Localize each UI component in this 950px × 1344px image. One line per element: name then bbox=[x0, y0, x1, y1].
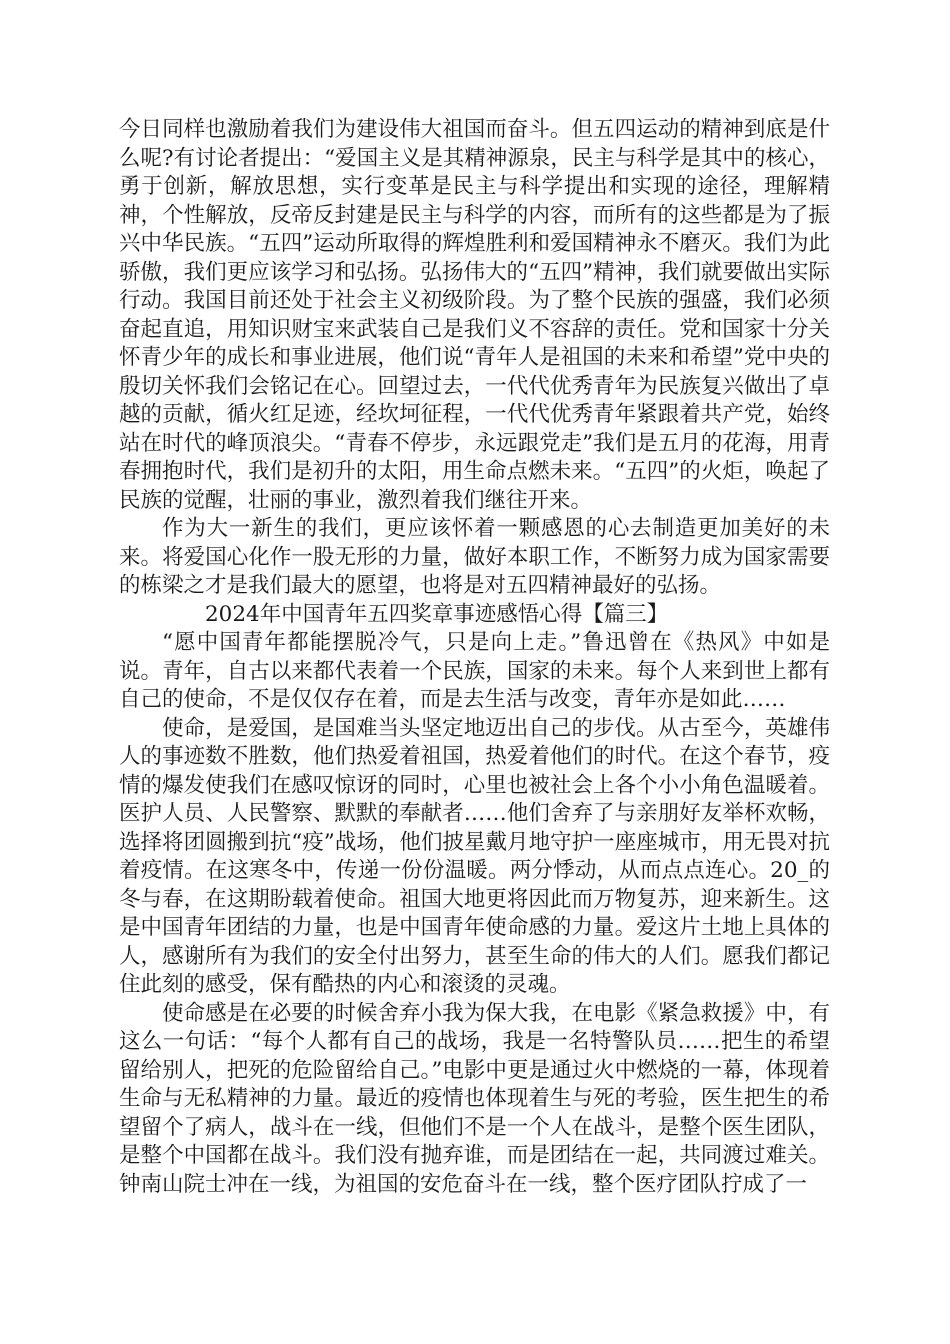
paragraph-freshman-reflection: 作为大一新生的我们，更应该怀着一颗感恩的心去制造更加美好的未来。将爱国心化作一股无形的力量，做好本职工作，不断努力成为国家需要的栋梁之才是我们最大的愿望，也将是对五四精神最好的弘扬。 bbox=[119, 516, 830, 598]
document-page bbox=[119, 116, 830, 1199]
section-heading-part-three: 2024年中国青年五四奖章事迹感悟心得【篇三】 bbox=[205, 601, 669, 627]
paragraph-mission-patriotism: 使命，是爱国，是国难当头坚定地迈出自己的步伐。从古至今，英雄伟人的事迹数不胜数，他们热爱着祖国，热爱着他们的时代。在这个春节，疫情的爆发使我们在感叹惊讶的同时，心里也被社会上各个小小角色温暖着。医护人员、人民警察、默默的奉献者……他们舍弃了与亲朋好友举杯欢畅，选择将团圆搬到抗“疫”战场，他们披星戴月地守护一座座城市，用无畏对抗着疫情。在这寒冬中，传递一份份温暖。两分悸动，从而点点连心。20_的冬与春，在这期盼载着使命。祖国大地更将因此而万物复苏，迎来新生。这是中国青年团结的力量，也是中国青年使命感的力量。爱这片土地上具体的人，感谢所有为我们的安全付出努力，甚至生命的伟大的人们。愿我们都记住此刻的感受，保有酷热的内心和滚烫的灵魂。 bbox=[119, 715, 830, 997]
paragraph-lu-xun-quote: “愿中国青年都能摆脱冷气，只是向上走。”鲁迅曾在《热风》中如是说。青年，自古以来都代表着一个民族，国家的未来。每个人来到世上都有自己的使命，不是仅仅存在着，而是去生活与改变，青年亦是如此…… bbox=[119, 630, 830, 712]
paragraph-five-four-spirit: 今日同样也激励着我们为建设伟大祖国而奋斗。但五四运动的精神到底是什么呢?有讨论者提出：“爱国主义是其精神源泉，民主与科学是其中的核心，勇于创新，解放思想，实行变革是民主与科学提出和实现的途径，理解精神，个性解放，反帝反封建是民主与科学的内容，而所有的这些都是为了振兴中华民族。“五四”运动所取得的辉煌胜利和爱国精神永不磨灭。我们为此骄傲，我们更应该学习和弘扬。弘扬伟大的“五四”精神，我们就要做出实际行动。我国目前还处于社会主义初级阶段。为了整个民族的强盛，我们必须奋起直追，用知识财宝来武装自己是我们义不容辞的责任。党和国家十分关怀青少年的成长和事业进展，他们说“青年人是祖国的未来和希望”党中央的殷切关怀我们会铭记在心。回望过去，一代代优秀青年为民族复兴做出了卓越的贡献，循火红足迹，经坎坷征程，一代代优秀青年紧跟着共产党，始终站在时代的峰顶浪尖。“青春不停步，永远跟党走”我们是五月的花海，用青春拥抱时代，我们是初升的太阳，用生命点燃未来。“五四”的火炬，唤起了民族的觉醒，壮丽的事业，激烈着我们继往开来。 bbox=[119, 117, 830, 513]
paragraph-mission-sacrifice: 使命感是在必要的时候舍弃小我为保大我，在电影《紧急救援》中，有这么一句话：“每个人都有自己的战场，我是一名特警队员……把生的希望留给别人，把死的危险留给自己。”电影中更是通过火中燃烧的一幕，体现着生命与无私精神的力量。最近的疫情也体现着生与死的考验，医生把生的希望留个了病人，战斗在一线，但他们不是一个人在战斗，是整个医生团队，是整个中国都在战斗。我们没有抛弃谁，而是团结在一起，共同渡过难关。钟南山院士冲在一线，为祖国的安危奋斗在一线，整个医疗团队拧成了一 bbox=[119, 1000, 830, 1197]
